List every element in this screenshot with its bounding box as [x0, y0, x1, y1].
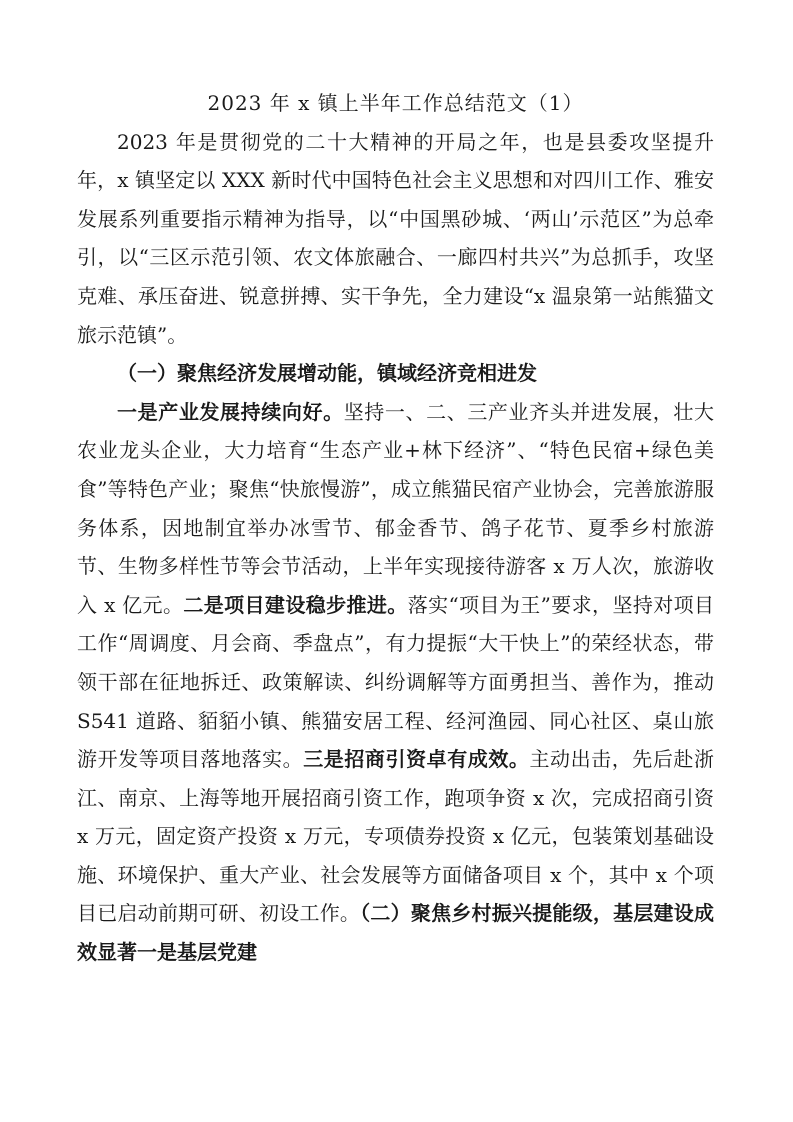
lead-investment: 三是招商引资卓有成效。	[303, 747, 530, 772]
lead-projects: 二是项目建设稳步推进。	[183, 592, 408, 617]
text-investment: 主动出击，先后赴浙江、南京、上海等地开展招商引资工作，跑项争资 x 次，完成招商引资 x 万元，固定资产投资 x 万元，专项债券投资 x 亿元，包装策划基础设施、环境保护、重大产业、社会发展等方面储备项目 x 个，其中 x 个项目已启动前期可研、初设工作。	[77, 747, 715, 926]
lead-industry: 一是产业发展持续向好。	[117, 399, 344, 424]
section-heading-1: （一）聚焦经济发展增动能，镇域经济竞相进发	[117, 361, 537, 386]
text-projects: 落实“项目为王”要求，坚持对项目工作“周调度、月会商、季盘点”，有力提振“大干快上”的荣经状态，带领干部在征地拆迁、政策解读、纠纷调解等方面勇担当、善作为，推动 S541 道路、貊貊小镇、熊猫安居工程、经河渔园、同心社区、桌山旅游开发等项目落地落实。	[77, 592, 715, 772]
document-body	[77, 84, 714, 972]
text-industry: 坚持一、二、三产业齐头并进发展，壮大农业龙头企业，大力培育“生态产业+林下经济”、“特色民宿+绿色美食”等特色产业；聚焦“快旅慢游”，成立熊猫民宿产业协会，完善旅游服务体系，因地制宜举办冰雪节、郁金香节、鸽子花节、夏季乡村旅游节、生物多样性节等会节活动，上半年实现接待游客 x 万人次，旅游收入 x 亿元。	[77, 399, 715, 617]
document-title: 2023 年 x 镇上半年工作总结范文（1）	[207, 91, 584, 115]
section-1-paragraph	[77, 393, 714, 972]
section-heading-2-inline: （二）聚焦乡村振兴提能级，基层建设成效显著一是基层党建	[77, 901, 715, 965]
intro-paragraph: 2023 年是贯彻党的二十大精神的开局之年，也是县委攻坚提升年，x 镇坚定以 XXX 新时代中国特色社会主义思想和对四川工作、雅安发展系列重要指示精神为指导，以“中国黑砂城、‘两山’示范区”为总牵引，以“三区示范引领、农文体旅融合、一廊四村共兴”为总抓手，攻坚克难、承压奋进、锐意拼搏、实干争先，全力建设“x 温泉第一站熊猫文旅示范镇”。	[77, 129, 714, 347]
